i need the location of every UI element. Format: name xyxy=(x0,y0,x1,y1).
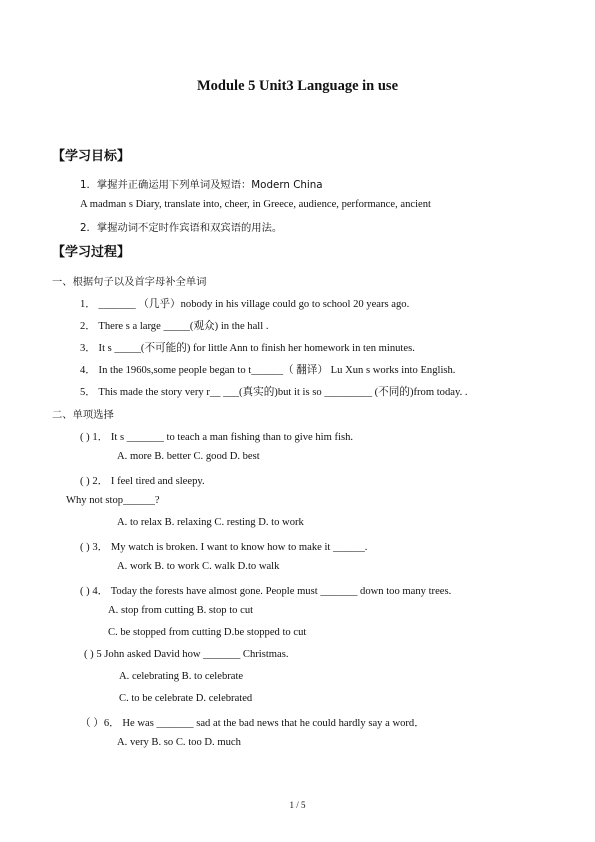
part2-question-5-options-b: C. to be celebrate D. celebrated xyxy=(119,693,253,704)
objectives-heading: 【学习目标】 xyxy=(52,149,131,164)
part2-heading: 二、单项选择 xyxy=(52,409,114,421)
part1-question-2: 2． There s a large _____(观众) in the hall . xyxy=(80,321,269,332)
part2-question-6-options: A. very B. so C. too D. much xyxy=(117,737,241,748)
part2-question-4-options-a: A. stop from cutting B. stop to cut xyxy=(108,605,254,616)
part1-question-3: 3． It s _____(不可能的) for little Ann to finish her homework in ten minutes. xyxy=(80,343,415,354)
part2-question-3-options: A. work B. to work C. walk D.to walk xyxy=(117,561,280,572)
part1-question-4: 4． In the 1960s,some people began to t______（ 翻译） Lu Xun s works into English. xyxy=(80,365,456,376)
part2-question-5: ( ) 5 John asked David how _______ Christmas. xyxy=(84,649,289,660)
part2-question-3: ( ) 3． My watch is broken. I want to know how to make it ______. xyxy=(80,542,368,553)
objective-1: 1．掌握并正确运用下列单词及短语：Modern China xyxy=(80,179,323,191)
objective-vocab: A madman s Diary, translate into, cheer, in Greece, audience, performance, ancient xyxy=(80,199,431,210)
objective-2: 2．掌握动词不定时作宾语和双宾语的用法。 xyxy=(80,222,283,234)
part1-heading: 一、根据句子以及首字母补全单词 xyxy=(52,276,207,288)
part2-question-4: ( ) 4． Today the forests have almost gone. People must _______ down too many trees. xyxy=(80,586,452,597)
part1-question-5: 5． This made the story very r__ ___(真实的)but it is so _________ (不同的)from today. . xyxy=(80,387,468,398)
page-title: Module 5 Unit3 Language in use xyxy=(196,78,399,94)
part2-question-1-options: A. more B. better C. good D. best xyxy=(117,451,260,462)
part2-question-6: （ ）6． He was _______ sad at the bad news that he could hardly say a word． xyxy=(80,718,425,729)
part2-question-1: ( ) 1． It s _______ to teach a man fishing than to give him fish. xyxy=(80,432,354,443)
part2-question-2-line2: Why not stop______? xyxy=(66,495,160,506)
process-heading: 【学习过程】 xyxy=(52,245,131,260)
part2-question-2: ( ) 2． I feel tired and sleepy. xyxy=(80,476,205,487)
part1-question-1: 1． _______ （几乎）nobody in his village could go to school 20 years ago. xyxy=(80,299,410,310)
page-number: 1 / 5 xyxy=(289,800,306,810)
part2-question-5-options-a: A. celebrating B. to celebrate xyxy=(119,671,244,682)
part2-question-2-options: A. to relax B. relaxing C. resting D. to work xyxy=(117,517,304,528)
part2-question-4-options-b: C. be stopped from cutting D.be stopped to cut xyxy=(108,627,307,638)
